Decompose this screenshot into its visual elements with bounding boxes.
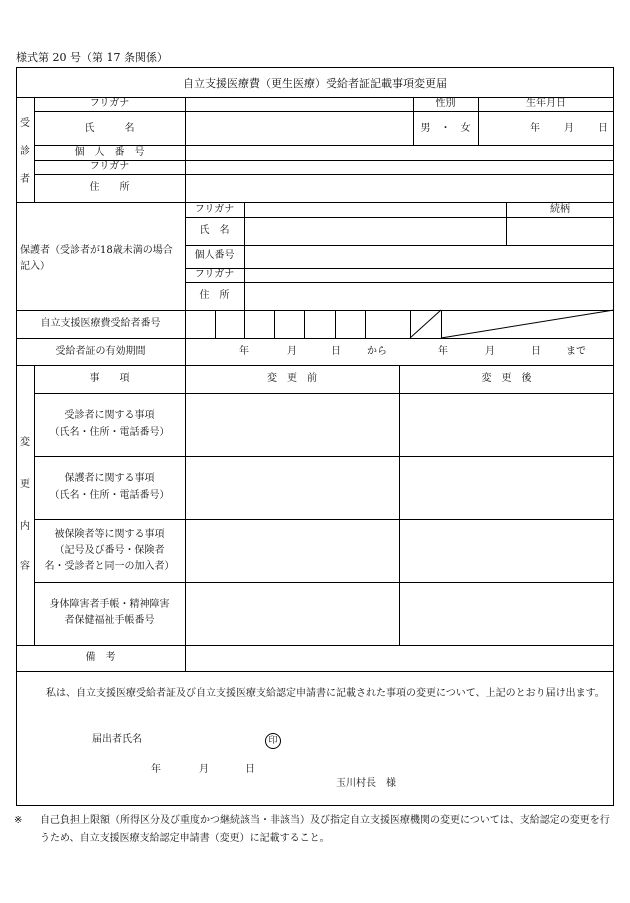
birth-day: 日 xyxy=(598,123,608,134)
sex-label: 性別 xyxy=(435,98,456,109)
applicant-name-label: 届出者氏名 xyxy=(92,734,142,745)
validity-from-day: 日 xyxy=(331,346,341,357)
item-column-header: 事 項 xyxy=(89,373,130,384)
change-item-guardian-detail: （氏名・住所・電話番号） xyxy=(49,490,170,501)
change-item-guardian: 保護者に関する事項 xyxy=(64,473,155,484)
patient-section-label-3: 者 xyxy=(20,174,30,185)
birth-year: 年 xyxy=(530,123,540,134)
seal-mark: 印 xyxy=(265,733,281,749)
changes-section-label-2: 更 xyxy=(20,479,30,490)
after-column-header: 変 更 後 xyxy=(481,373,532,384)
validity-label: 受給者証の有効期間 xyxy=(55,346,146,357)
guardian-furigana-label: フリガナ xyxy=(194,204,235,215)
validity-to-month: 月 xyxy=(485,346,495,357)
validity-from-year: 年 xyxy=(239,346,249,357)
date-day: 日 xyxy=(245,764,255,775)
changes-section-label-3: 内 xyxy=(20,521,30,532)
guardian-address-label: 住 所 xyxy=(199,290,230,301)
patient-furigana-label: フリガナ xyxy=(89,98,130,109)
guardian-relation-label: 続柄 xyxy=(550,204,570,215)
change-item-handbook-detail: 者保健福祉手帳番号 xyxy=(64,615,155,626)
footnote-text: 自己負担上限額（所得区分及び重度かつ継続該当・非該当）及び指定自立支援医療機関の変更については、支給認定の変更を行うため、自立支援医療支給認定申請書（変更）に記載すること。 xyxy=(40,815,610,844)
birth-month: 月 xyxy=(564,123,574,134)
before-column-header: 変 更 前 xyxy=(267,373,317,384)
form-title: 自立支援医療費（更生医療）受給者証記載事項変更届 xyxy=(183,77,447,90)
validity-from-month: 月 xyxy=(287,346,297,357)
guardian-address-furigana-label: フリガナ xyxy=(194,269,235,280)
footnote-mark: ※ xyxy=(14,815,23,826)
recipient-number-label: 自立支援医療費受給者番号 xyxy=(40,318,161,329)
changes-section-label-1: 変 xyxy=(20,437,30,448)
sex-options[interactable]: 男 ・ 女 xyxy=(420,123,471,134)
patient-address-furigana-label: フリガナ xyxy=(89,161,130,172)
validity-from: から xyxy=(367,346,387,357)
date-month: 月 xyxy=(199,764,209,775)
birth-date-label: 生年月日 xyxy=(526,98,566,109)
patient-name-label: 氏 名 xyxy=(84,123,135,134)
date-year: 年 xyxy=(151,764,161,775)
addressee: 玉川村長 様 xyxy=(336,778,396,789)
change-item-handbook: 身体障害者手帳・精神障害 xyxy=(49,599,170,610)
validity-to-year: 年 xyxy=(438,346,448,357)
patient-my-number-label: 個 人 番 号 xyxy=(74,147,145,158)
patient-address-label: 住 所 xyxy=(89,182,130,193)
change-item-insured: 被保険者等に関する事項 xyxy=(54,529,165,540)
patient-section-label-1: 受 xyxy=(20,118,30,129)
remarks-label: 備 考 xyxy=(85,652,116,663)
declaration-text: 私は、自立支援医療受給者証及び自立支援医療支給認定申請書に記載された事項の変更について、上記のとおり届け出ます。 xyxy=(46,688,605,699)
validity-to-day: 日 xyxy=(531,346,541,357)
change-item-patient-detail: （氏名・住所・電話番号） xyxy=(49,427,170,438)
form-number: 様式第 20 号（第 17 条関係） xyxy=(16,51,168,64)
change-item-insured-detail-1: （記号及び番号・保険者 xyxy=(54,545,165,556)
guardian-my-number-label: 個人番号 xyxy=(194,250,235,261)
changes-section-label-4: 容 xyxy=(20,561,30,572)
guardian-name-label: 氏 名 xyxy=(199,225,230,236)
change-item-insured-detail-2: 名・受診者と同一の加入者） xyxy=(44,561,175,572)
patient-section-label-2: 診 xyxy=(20,146,30,157)
validity-to: まで xyxy=(566,346,586,357)
change-item-patient: 受診者に関する事項 xyxy=(64,410,155,421)
guardian-section-label: 保護者（受診者が18歳未満の場合記入） xyxy=(20,245,173,272)
